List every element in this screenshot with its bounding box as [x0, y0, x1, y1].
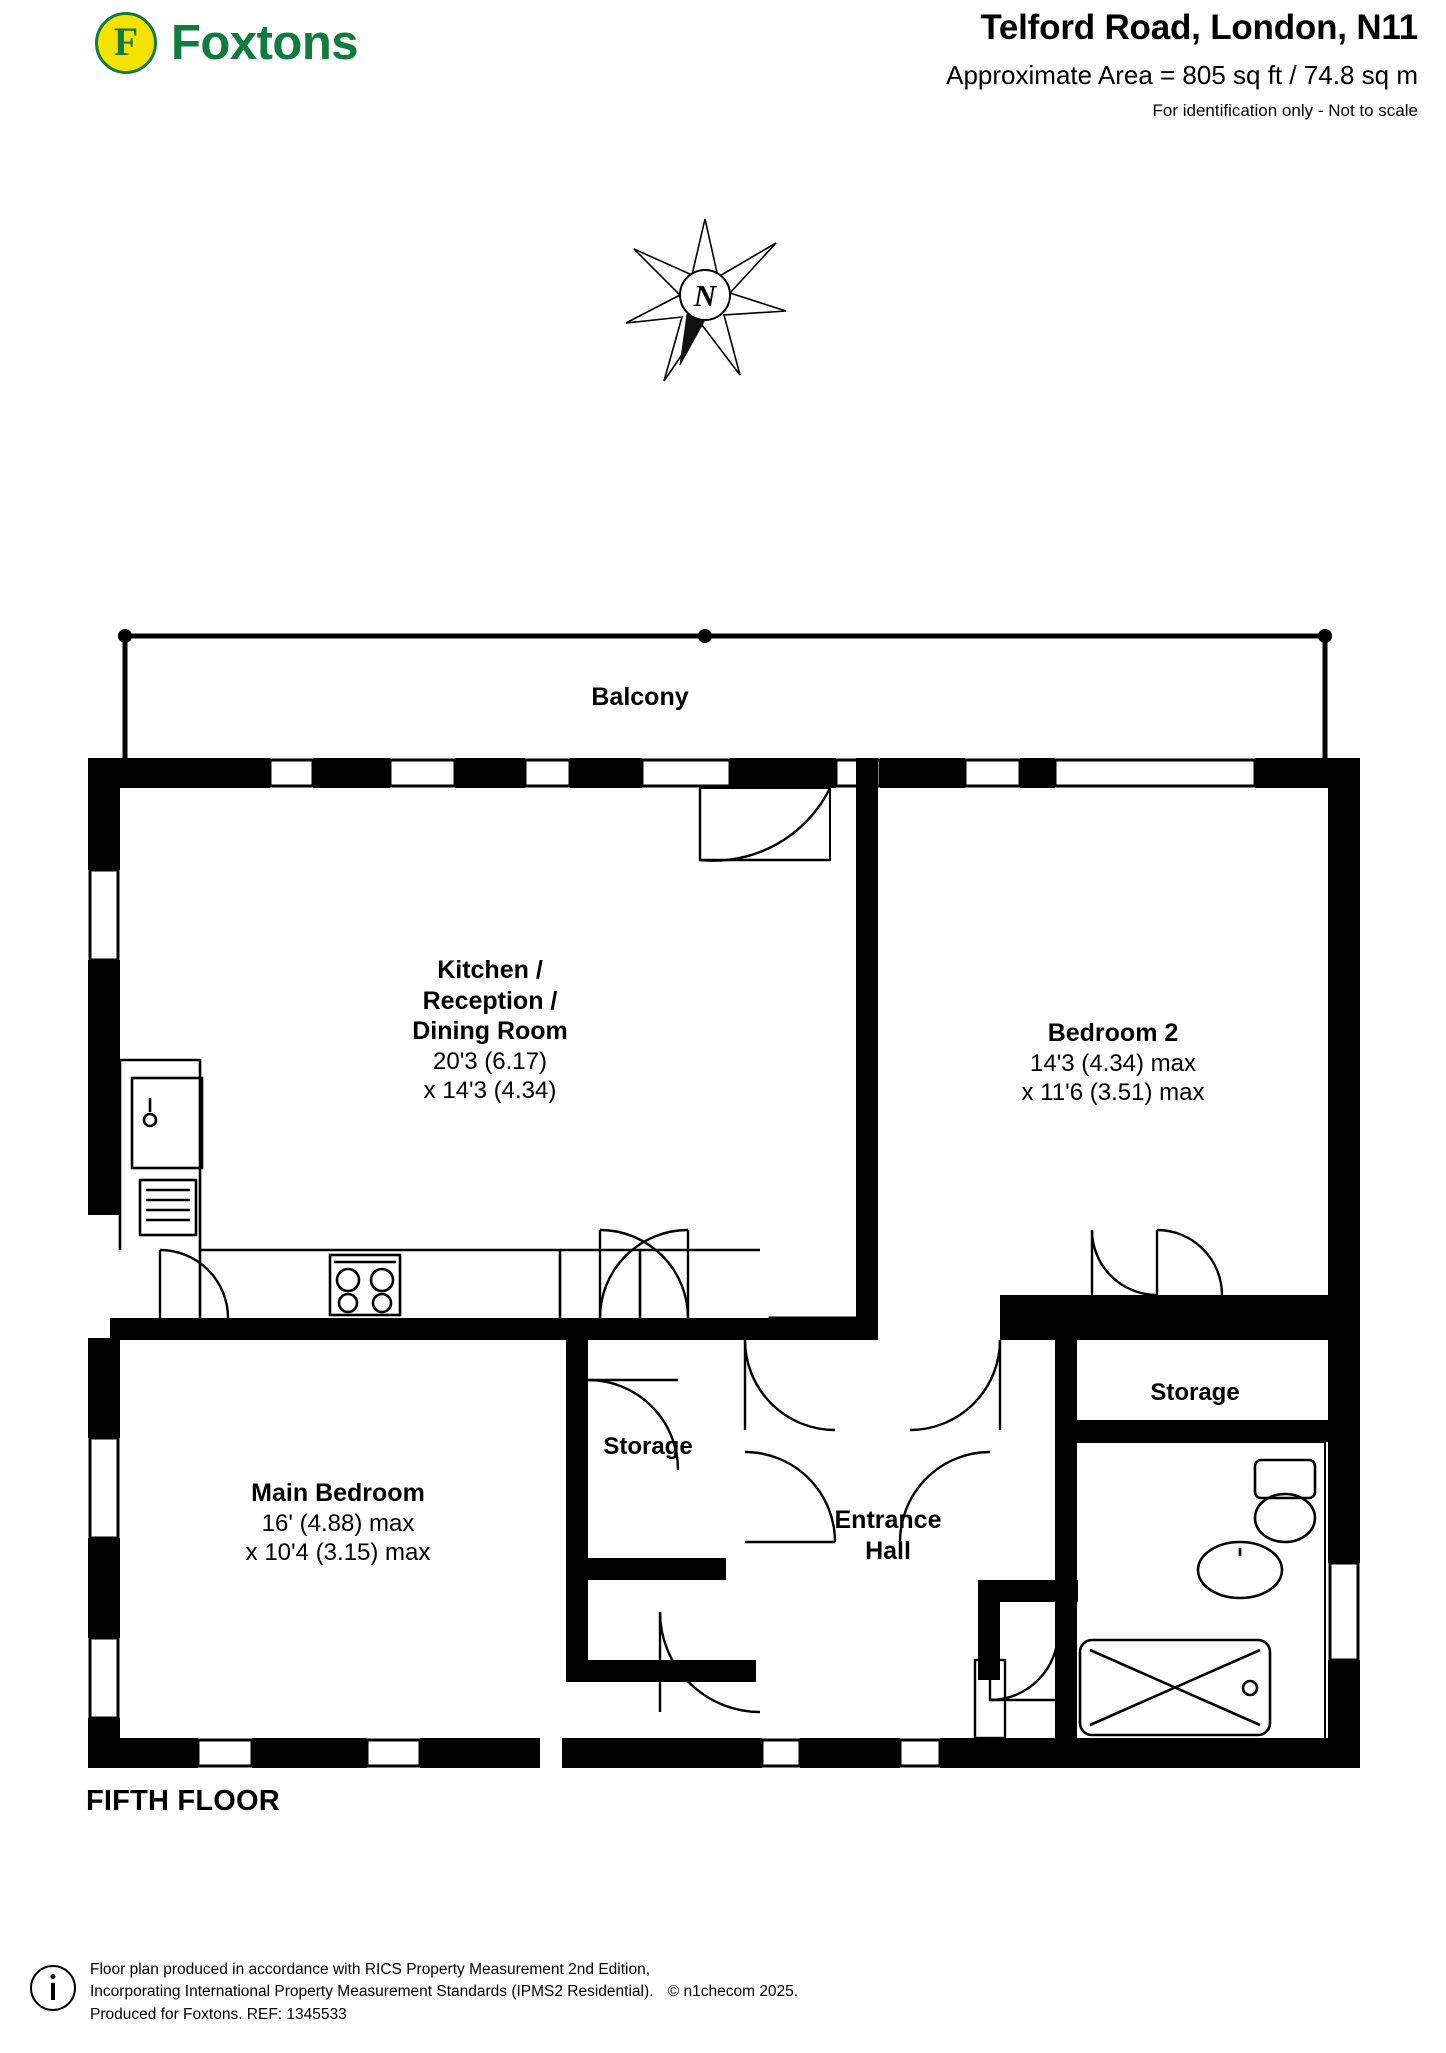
- page-title: Telford Road, London, N11: [980, 8, 1418, 47]
- fixtures: [120, 1060, 1325, 1745]
- floor-label: FIFTH FLOOR: [86, 1785, 280, 1817]
- scale-disclaimer: For identification only - Not to scale: [1152, 101, 1418, 120]
- area-summary: Approximate Area = 805 sq ft / 74.8 sq m: [946, 60, 1418, 90]
- footer-copyright: © n1checom 2025.: [667, 1983, 799, 2001]
- balcony-outline: [118, 629, 1332, 765]
- footer-line-2: Incorporating International Property Measurement Standards (IPMS2 Residential).: [90, 1983, 654, 2001]
- exterior-walls: [88, 758, 1360, 1768]
- room-label-bedroom-2: Bedroom 2 14'3 (4.34) max x 11'6 (3.51) max: [1021, 1019, 1205, 1106]
- sink-icon: [132, 1078, 202, 1168]
- info-icon: [30, 1965, 76, 2011]
- room-label-storage-right: Storage: [1150, 1379, 1240, 1406]
- footer: [30, 1959, 798, 2026]
- footer-line-3: Produced for Foxtons. REF: 1345533: [90, 2005, 347, 2023]
- room-label-storage-left: Storage: [603, 1433, 693, 1460]
- room-label-main-bedroom: Main Bedroom 16' (4.88) max x 10'4 (3.15) max: [245, 1479, 431, 1566]
- appliance-icon: [140, 1180, 196, 1235]
- room-label-entrance-hall: Entrance Hall: [834, 1506, 942, 1565]
- brand-logo-letter: F: [113, 19, 139, 64]
- brand-name: Foxtons: [171, 16, 359, 70]
- footer-text: [90, 1959, 798, 2026]
- interior-walls: [110, 758, 1340, 1750]
- room-label-balcony: Balcony: [591, 683, 689, 711]
- wc-icon: [1255, 1460, 1315, 1498]
- room-label-kitchen-reception-dining: Kitchen / Reception / Dining Room 20'3 (6.17) x 14'3 (4.34): [412, 956, 568, 1104]
- footer-line-1: Floor plan produced in accordance with RICS Property Measurement 2nd Edition,: [90, 1960, 651, 1978]
- compass-letter: N: [693, 278, 717, 313]
